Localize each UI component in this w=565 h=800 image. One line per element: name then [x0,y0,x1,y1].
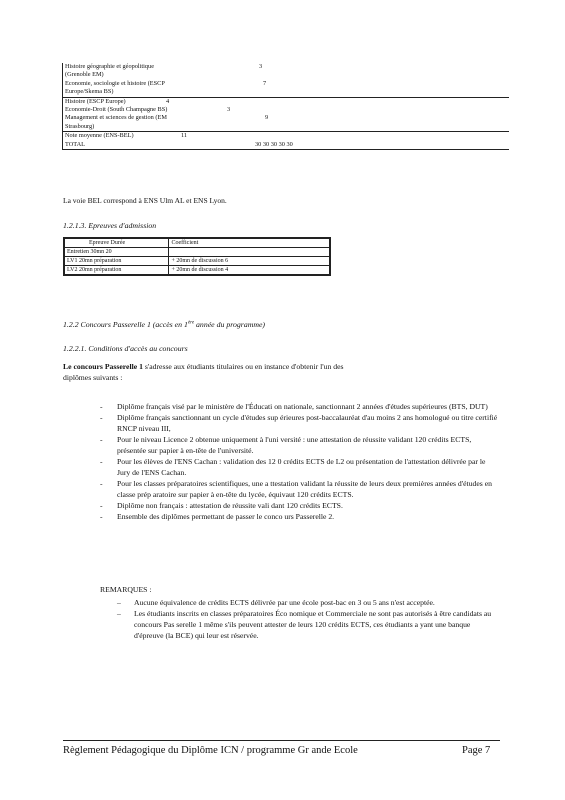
section-heading-122 [63,320,265,329]
table-cell: + 20mn de discussion 6 [169,257,330,266]
list-item [100,434,498,456]
list-item [100,456,498,478]
heading-text: 1.2.2 Concours Passerelle 1 (accès en 1 [63,320,188,329]
voie-bel-text: La voie BEL correspond à ENS Ulm AL et ENS Lyon. [63,196,227,205]
list-item-text: Diplôme français visé par le ministère de l'Éducati on nationale, sanctionnant 2 années d'études supérieures (BTS, DUT) [117,402,488,411]
table-row [62,132,509,140]
table-group-3 [62,132,509,149]
intro-bold: Le concours Passerelle 1 [63,362,143,371]
row-label: Europe/Skema BS) [65,88,114,96]
dash-bullet: - [100,457,103,466]
table-cell: + 20mn de discussion 4 [169,266,330,275]
table-cell: LV2 20mn préparation [65,266,169,275]
conditions-list [100,401,498,522]
table-group-1 [62,63,509,97]
page-number: Page 7 [462,745,491,756]
dash-bullet: - [100,413,103,422]
table-row [65,257,330,266]
row-label: Economie-Droit (South Champagne BS) [65,105,168,113]
row-label: Histoire (ESCP Europe) [65,97,126,105]
list-item-text: Les étudiants inscrits en classes préparatoires Éco nomique et Commerciale ne sont pas autorisés à être candidats au concours Pas serelle 1 même s'ils peuvent attester de leurs 120 crédits ECTS, ces étudiants a yant une banque d'épreuve (la BCE) qui leur est réservée. [134,609,492,640]
list-item-text: Pour les élèves de l'ENS Cachan : validation des 12 0 crédits ECTS de L2 ou présentation de l'attestation délivrée par le Jury de l'ENS Cachan. [117,457,486,477]
list-item-text: Ensemble des diplômes permettant de passer le conco urs Passerelle 2. [117,512,335,521]
row-value: 7 [263,79,267,87]
dash-bullet: - [100,479,103,488]
intro-line2: diplômes suivants : [63,373,123,382]
row-value: 11 [181,132,188,140]
dash-bullet: - [100,435,103,444]
admission-table [63,237,331,276]
table-header-row [65,239,330,248]
list-item [100,412,498,434]
list-item-text: Pour le niveau Licence 2 obtenue uniquement à l'uni versité : une attestation de réussite validant 120 crédits ECTS, présentée sur papier à en-tête de l'université. [117,435,472,455]
dash-bullet: - [100,501,103,510]
row-label: Management et sciences de gestion (EM [65,114,167,122]
table-row [62,141,509,149]
intro-rest: s'adresse aux étudiants titulaires ou en instance d'obtenir l'un des [142,362,344,371]
table-row [62,71,509,79]
dash-bullet: - [100,512,103,521]
list-item-text: Pour les classes préparatoires scientifiques, une a ttestation validant la réussite de leurs deux premières années d'études en classe prép aratoire sur papier à en-tête du lycée, équivaut 120 crédits ECTS. [117,479,492,499]
table-cell [169,248,330,257]
row-label: TOTAL [65,140,86,148]
list-item-text: Diplôme français sanctionnant un cycle d'études sup érieures post-baccalauréat d'au moins 2 ans homologué ou titre certifié RNCP niveau III, [117,413,498,433]
table-row [65,248,330,257]
intro-paragraph [63,361,503,383]
remarques-list [117,597,498,641]
list-item [117,608,498,641]
row-label: Economie, sociologie et histoire (ESCP [65,79,165,87]
section-heading-1213: 1.2.1.3. Epreuves d'admission [63,221,157,230]
table-row [62,123,509,131]
footer-rule [63,740,500,741]
column-header: Epreuve Durée [65,239,169,248]
coefficient-table [62,63,509,150]
row-label: Note moyenne (ENS-BEL) [65,132,134,140]
en-dash-bullet: – [117,609,121,618]
row-value: 9 [265,114,269,122]
dash-bullet: - [100,402,103,411]
table-row [65,266,330,275]
footer-title: Règlement Pédagogique du Diplôme ICN / programme Gr ande Ecole [63,745,358,756]
row-label: Strasbourg) [65,122,95,130]
list-item [100,401,498,412]
table-cell: Entretien 30mn 20 [65,248,169,257]
table-group-2 [62,98,509,132]
row-label: (Grenoble EM) [65,71,104,79]
table-row [62,63,509,71]
table-row [62,114,509,122]
list-item [100,511,498,522]
heading-text: année du programme) [194,320,266,329]
table-rule [62,149,509,150]
list-item [100,478,498,500]
list-item-text: Diplôme non français : attestation de réussite vali dant 120 crédits ECTS. [117,501,343,510]
section-heading-1221: 1.2.2.1. Conditions d'accès au concours [63,344,188,353]
row-label: Histoire géographie et géopolitique [65,63,155,70]
row-value: 30 30 30 30 30 [255,140,293,148]
table-row [62,98,509,106]
row-value: 3 [227,105,231,113]
heading-superscript: ère [187,320,195,326]
table-cell: LV1 20mn préparation [65,257,169,266]
column-header: Coefficient [169,239,330,248]
table-row [62,88,509,96]
row-value: 4 [166,97,170,105]
list-item [100,500,498,511]
row-value: 3 [259,63,263,70]
table-row [62,80,509,88]
list-item [117,597,498,608]
list-item-text: Aucune équivalence de crédits ECTS délivrée par une école post-bac en 3 ou 5 ans n'est acceptée. [134,598,435,607]
table-row [62,106,509,114]
remarques-label: REMARQUES : [100,585,152,594]
en-dash-bullet: – [117,598,121,607]
